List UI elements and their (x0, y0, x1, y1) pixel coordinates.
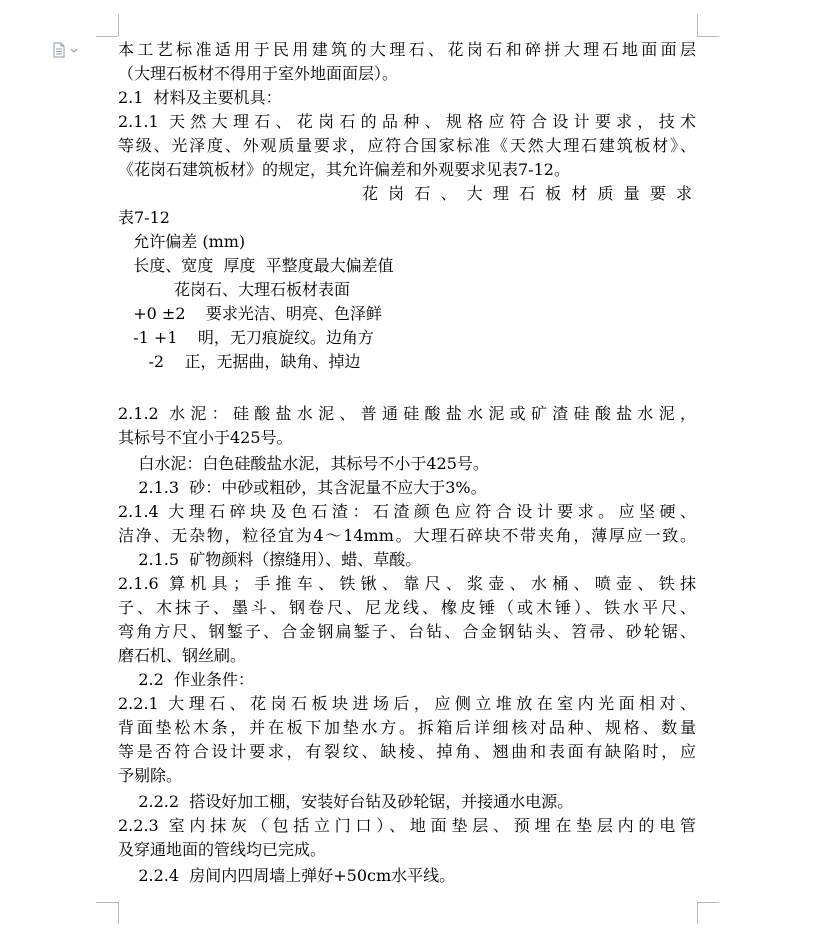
table-line: 长度、宽度 厚度 平整度最大偏差值 (118, 256, 394, 275)
paragraph-line: 2.1.1 天然大理石、花岗石的品种、规格应符合设计要求，技术 (118, 112, 696, 131)
paragraph-line: （大理石板材不得用于室外地面面层）。 (118, 64, 399, 83)
paragraph-line: 及穿通地面的管线均已完成。 (118, 840, 327, 859)
paragraph-line: 2.2.4 房间内四周墙上弹好+50cm水平线。 (118, 866, 456, 885)
chevron-down-icon (71, 49, 77, 52)
paragraph-line: 2.1.5 矿物颜料（擦缝用）、蜡、草酸。 (118, 550, 422, 569)
crop-mark-bottom-left-horizontal (96, 902, 118, 903)
paragraph-line: 洁净、无杂物，粒径宜为4～14mm。大理石碎块不带夹角，薄厚应一致。 (118, 526, 696, 545)
paragraph-line: 白水泥：白色硅酸盐水泥，其标号不小于425号。 (118, 454, 489, 473)
paragraph-line: 其标号不宜小于425号。 (118, 428, 293, 447)
paragraph-line: 本工艺标准适用于民用建筑的大理石、花岗石和碎拼大理石地面面层 (118, 40, 696, 59)
table-number: 表7-12 (118, 208, 170, 227)
crop-mark-bottom-right-horizontal (697, 902, 719, 903)
paragraph-line: 2.1.2 水泥：硅酸盐水泥、普通硅酸盐水泥或矿渣硅酸盐水泥， (118, 404, 696, 423)
paragraph-line: 背面垫松木条，并在板下加垫水方。拆箱后详细核对品种、规格、数量 (118, 718, 696, 737)
paragraph-line: 子、木抹子、墨斗、钢卷尺、尼龙线、橡皮锤（或木锤）、铁水平尺、 (118, 598, 696, 617)
paragraph-line: 予剔除。 (118, 766, 183, 785)
paragraph-line: 2.1.6 算机具；手推车、铁锹、靠尺、浆壶、水桶、喷壶、铁抹 (118, 574, 696, 593)
paragraph-line: 《花岗石建筑板材》的规定，其允许偏差和外观要求见表7-12。 (118, 160, 570, 179)
table-line: +0 ±2 要求光洁、明亮、色泽鲜 (118, 304, 382, 323)
section-heading: 2.1 材料及主要机具： (118, 88, 282, 107)
crop-mark-bottom-right-vertical (697, 902, 698, 924)
document-icon[interactable] (52, 42, 80, 58)
section-heading: 2.2 作业条件： (118, 670, 254, 689)
paragraph-line: 等是否符合设计要求，有裂纹、缺棱、掉角、翘曲和表面有缺陷时，应 (118, 742, 696, 761)
table-caption: 花岗石、大理石板材质量要求 (362, 184, 696, 203)
document-icon-svg (52, 42, 80, 58)
table-line: 花岗石、大理石板材表面 (118, 280, 350, 299)
crop-mark-top-right-horizontal (697, 36, 719, 37)
paragraph-line: 弯角方尺、钢錾子、合金钢扁錾子、台钻、合金钢钻头、笤帚、砂轮锯、 (118, 622, 696, 641)
paragraph-line: 2.1.4 大理石碎块及色石渣：石渣颜色应符合设计要求。应坚硬、 (118, 502, 696, 521)
paragraph-line: 2.2.2 搭设好加工棚，安装好台钻及砂轮锯，并接通水电源。 (118, 792, 574, 811)
paragraph-line: 2.1.3 砂：中砂或粗砂，其含泥量不应大于3%。 (118, 478, 487, 497)
crop-mark-top-left-vertical (118, 14, 119, 36)
paragraph-line: 磨石机、钢丝刷。 (118, 646, 247, 665)
paragraph-line: 2.2.3 室内抹灰（包括立门口）、地面垫层、预埋在垫层内的电管 (118, 816, 696, 835)
crop-mark-top-left-horizontal (96, 36, 118, 37)
crop-mark-top-right-vertical (697, 14, 698, 36)
paragraph-line: 等级、光泽度、外观质量要求，应符合国家标准《天然大理石建筑板材》、 (118, 136, 696, 155)
paragraph-line: 2.2.1 大理石、花岗石板块进场后，应侧立堆放在室内光面相对、 (118, 694, 696, 713)
table-line: -1 +1 明，无刀痕旋纹。边角方 (118, 328, 374, 347)
crop-mark-bottom-left-vertical (118, 902, 119, 924)
table-line: 允许偏差 (mm) (118, 232, 246, 251)
table-line: -2 正，无据曲，缺角、掉边 (118, 352, 361, 371)
